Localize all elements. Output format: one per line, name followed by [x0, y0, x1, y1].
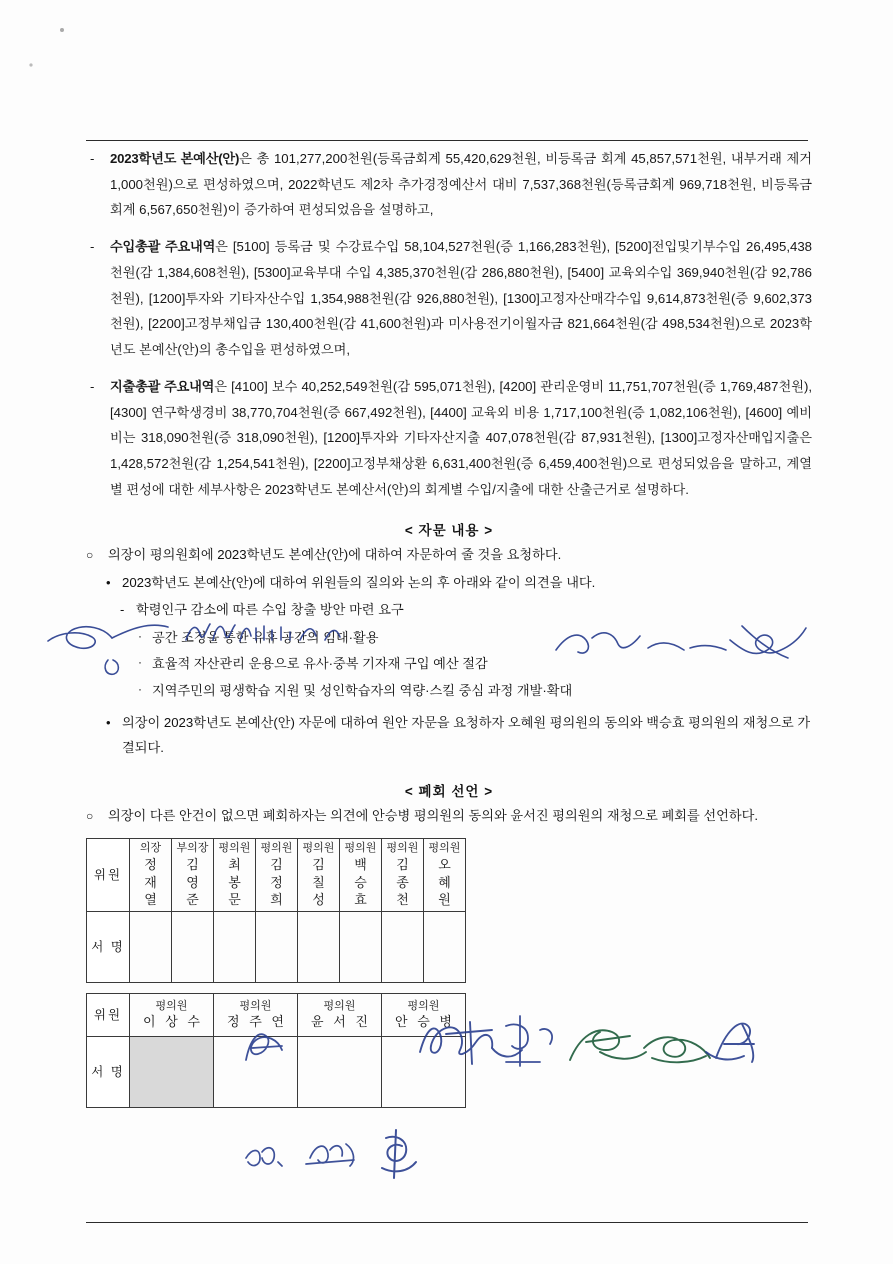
signature-table-1	[86, 838, 466, 982]
header-rule	[86, 140, 808, 141]
middot-marker: ·	[138, 655, 142, 670]
row-label-member: 위원	[87, 993, 130, 1036]
signature-cell[interactable]	[130, 911, 172, 982]
advice-bullet-1	[86, 571, 812, 595]
signature-cell[interactable]	[298, 1036, 382, 1107]
dash-marker: -	[90, 239, 95, 255]
row-label-signature: 서 명	[87, 1036, 130, 1107]
advice-dash-1-text: 학령인구 감소에 따른 수입 창출 방안 마련 요구	[136, 602, 404, 618]
closing-paragraph	[86, 804, 812, 828]
middot-marker: ·	[138, 628, 142, 643]
advice-intro-text: 의장이 평의원회에 2023학년도 본예산(안)에 대하여 자문하여 줄 것을 요청하다.	[108, 546, 562, 562]
row-label-member: 위원	[87, 839, 130, 911]
advice-dash-1	[86, 598, 812, 622]
table-row-roles	[87, 993, 466, 1036]
table-row-roles	[87, 839, 466, 911]
member-cell: 평의원 정 주 연	[214, 993, 298, 1036]
member-cell: 평의원 최 봉 문	[214, 839, 256, 911]
closing-paragraph-text: 의장이 다른 안건이 없으면 폐회하자는 의견에 안승병 평의원의 동의와 윤서진 평의원의 재청으로 폐회를 선언하다.	[108, 807, 759, 823]
member-cell: 의장 정 재 열	[130, 839, 172, 911]
signature-cell[interactable]	[382, 911, 424, 982]
advice-sub-item-1-text: 공간 조정을 통한 유휴 공간의 임대·활용	[152, 629, 379, 645]
body-item-lead: 수입총괄 주요내역	[110, 239, 216, 255]
advice-sub-item-3-text: 지역주민의 평생학습 지원 및 성인학습자의 역량·스킬 중심 과정 개발·확대	[152, 682, 573, 698]
signature-cell[interactable]	[340, 911, 382, 982]
body-item-expense	[86, 374, 812, 503]
signature-cell[interactable]	[256, 911, 298, 982]
member-cell: 평의원 김 정 희	[256, 839, 298, 911]
advice-sub-item-2	[86, 652, 812, 676]
advice-intro	[86, 543, 812, 567]
table-row-signatures	[87, 911, 466, 982]
signature-cell[interactable]	[214, 911, 256, 982]
member-cell: 부의장 김 영 준	[172, 839, 214, 911]
circle-marker: ○	[86, 808, 94, 823]
advice-heading: < 자문 내용 >	[404, 522, 494, 538]
member-cell: 평의원 김 칠 성	[298, 839, 340, 911]
signature-cell[interactable]	[424, 911, 466, 982]
document-content	[86, 146, 812, 1108]
circle-marker: ○	[86, 547, 94, 562]
member-cell: 평의원 이 상 수	[130, 993, 214, 1036]
advice-sub-item-2-text: 효율적 자산관리 운용으로 유사·중복 기자재 구입 예산 절감	[152, 656, 488, 672]
signature-table-2	[86, 993, 466, 1108]
footer-rule	[86, 1222, 808, 1223]
advice-bullet-1-text: 2023학년도 본예산(안)에 대하여 위원들의 질의와 논의 후 아래와 같이 의견을 내다.	[122, 574, 596, 590]
dash-marker: -	[120, 602, 125, 618]
member-cell: 평의원 백 승 효	[340, 839, 382, 911]
body-item-income	[86, 234, 812, 363]
body-item-budget	[86, 146, 812, 223]
body-item-text: 은 [4100] 보수 40,252,549천원(감 595,071천원), [4200] 관리운영비 11,751,707천원(증 1,769,487천원), [4300] 연구학생경비 38,770,704천원(증 667,492천원), [4400] 교육외 비용 1,717,100천원(증 1,082,106천원), [4600] 예비비는 318,090천원(증 318,090천원), [1200]투자와 기타자산지출 407,078천원(감 87,931천원), [1300]고정자산매입지출은 1,428,572천원(감 1,254,541천원), [2200]고정부채상환 6,631,400천원(증 6,459,400천원)으로 편성되었음을 말하고, 계열별 편성에 대한 세부사항은 2023학년도 본예산서(안)의 회계별 수입/지출에 대한 산출근거로 설명하다.	[110, 378, 813, 497]
bullet-marker: •	[106, 715, 111, 731]
bullet-marker: •	[106, 574, 111, 590]
signature-cell[interactable]	[214, 1036, 298, 1107]
signature-cell[interactable]	[298, 911, 340, 982]
signature-cell[interactable]	[172, 911, 214, 982]
body-item-text: 은 [5100] 등록금 및 수강료수입 58,104,527천원(증 1,166,283천원), [5200]전입및기부수입 26,495,438천원(감 1,384,608천원), [5300]교육부대 수입 4,385,370천원(감 286,880천원), [5400] 교육외수입 369,940천원(감 92,786천원), [1200]투자와 기타자산수입 1,354,988천원(감 926,880천원), [1300]고정자산매각수입 9,614,873천원(증 9,602,373천원), [2200]고정부채입금 130,400천원(감 41,600천원)과 미사용전기이월자금 821,664천원(감 498,534천원)으로 2023학년도 본예산(안)의 총수입을 편성하였으며,	[110, 239, 812, 358]
member-cell: 평의원 김 종 천	[382, 839, 424, 911]
dash-marker: -	[90, 151, 95, 166]
body-item-text: 은 총 101,277,200천원(등록금회계 55,420,629천원, 비등록금 회계 45,857,571천원, 내부거래 제거 1,000천원)으로 편성하였으며, 2022학년도 제2차 추가경정예산서 대비 7,537,368천원(등록금회계 969,718천원, 비등록금회계 6,567,650천원)이 증가하여 편성되었음을 설명하고,	[110, 151, 812, 218]
member-cell: 평의원 윤 서 진	[298, 993, 382, 1036]
table-row-signatures	[87, 1036, 466, 1107]
member-cell: 평의원 안 승 병	[382, 993, 466, 1036]
middot-marker: ·	[138, 681, 142, 696]
signature-cell[interactable]	[130, 1036, 214, 1107]
body-item-lead: 2023학년도 본예산(안)	[110, 151, 240, 166]
body-item-lead: 지출총괄 주요내역	[110, 378, 215, 394]
advice-sub-item-1	[86, 626, 812, 650]
closing-heading: < 폐회 선언 >	[404, 783, 494, 799]
advice-bullet-2	[86, 711, 812, 760]
advice-sub-item-3	[86, 679, 812, 703]
row-label-signature: 서 명	[87, 911, 130, 982]
signature-cell[interactable]	[382, 1036, 466, 1107]
advice-bullet-2-text: 의장이 2023학년도 본예산(안) 자문에 대하여 원안 자문을 요청하자 오혜원 평의원의 동의와 백승효 평의원의 재청으로 가결되다.	[122, 715, 811, 755]
member-cell: 평의원 오 혜 원	[424, 839, 466, 911]
dash-marker: -	[90, 378, 95, 394]
